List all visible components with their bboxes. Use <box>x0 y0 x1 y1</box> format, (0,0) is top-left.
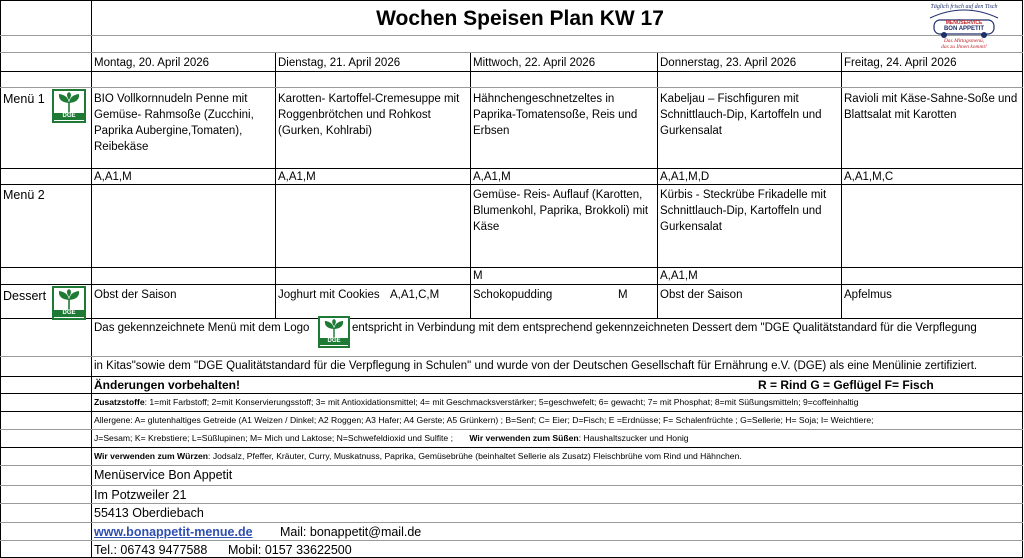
day-header-tuesday: Dienstag, 21. April 2026 <box>278 57 401 69</box>
dge-logo-label: DGE <box>54 113 84 120</box>
spices-label: Wir verwenden zum Würzen <box>94 451 209 461</box>
menu1-dish-thursday: Kabeljau – Fischfiguren mit Schnittlauch-Dip, Kartoffeln und Gurkensalat <box>660 93 822 137</box>
additives-text: : 1=mit Farbstoff; 2=mit Konservierungsstoff; 3= mit Antioxidationsmittel; 4= mit Geschmacksverstärker; 5=geschwefelt; 6= gewacht; 7= mit Phosphat; 8=mit Süßungsmitteln; 9=coffeinhaltig <box>144 397 859 407</box>
sweeten-label: Wir verwenden zum Süßen <box>469 433 579 443</box>
logo-name: BON APPETIT <box>943 26 985 32</box>
allergen-legend-line1: Allergene: A= glutenhaltiges Getreide (A1 Weizen / Dinkel; A2 Roggen; A3 Hafer; A4 Gerste; A5 Grünkern) ; B=Senf; C= Eier; D=Fisch; E =Erdnüsse; F= Schalenfrüchte ; G=Sellerie; H= Soja; I= Weichtiere; <box>94 415 874 425</box>
grid-row-line <box>0 465 1023 466</box>
logo-brand: MENÜSERVICE <box>945 20 983 26</box>
grid-row-line <box>0 522 1023 523</box>
menu1-allergens-monday: A,A1,M <box>94 171 132 183</box>
dge-note-line2: in Kitas"sowie dem "DGE Qualitätstandard für die Verpflegung in Schulen" und wurde von der Deutschen Gesellschaft für Ernährung e.V. (DGE) als eine Menülinie zertifiziert. <box>94 360 978 372</box>
dessert-label: Dessert <box>3 289 47 303</box>
bon-appetit-logo <box>922 4 1006 52</box>
allergen-legend-line2 <box>94 433 689 444</box>
menu1-dish-monday: BIO Vollkornnudeln Penne mit Gemüse- Rahmsoße (Zucchini, Paprika Aubergine,Tomaten), Reibekäse <box>94 93 254 153</box>
grid-row-line <box>0 356 1023 357</box>
grid-row-line <box>0 318 1023 319</box>
additives-label: Zusatzstoffe <box>94 397 145 407</box>
menu1-allergens-tuesday: A,A1,M <box>278 171 316 183</box>
dge-logo-label: DGE <box>320 338 348 345</box>
grid-row-line <box>0 52 1023 53</box>
dge-leaves-graphic <box>54 92 84 114</box>
grid-row-line <box>0 267 1023 268</box>
dge-logo-icon <box>318 316 350 348</box>
contact-street: Im Potzweiler 21 <box>94 488 187 502</box>
sweeten-text: : Haushaltszucker und Honig <box>578 433 689 443</box>
menu1-label: Menü 1 <box>3 92 45 106</box>
grid-row-line <box>0 540 1023 541</box>
contact-website-link[interactable]: www.bonappetit-menue.de <box>94 525 253 539</box>
spices-line <box>94 451 742 462</box>
additives-line <box>94 397 859 408</box>
dge-logo-icon <box>52 89 86 123</box>
meat-legend: R = Rind G = Geflügel F= Fisch <box>758 378 934 392</box>
dessert-tuesday-allergens: A,A1,C,M <box>390 289 440 301</box>
grid-row-line <box>0 71 1023 72</box>
dge-note-part2: entspricht in Verbindung mit dem entsprechend gekennzeichneten Dessert dem "DGE Qualitätstandard für die Verpflegung <box>352 322 977 334</box>
menu2-allergens-wednesday: M <box>473 270 483 282</box>
grid-row-line <box>0 0 1023 1</box>
grid-row-line <box>0 393 1023 394</box>
grid-row-line <box>0 503 1023 504</box>
dessert-wednesday: Schokopudding <box>473 289 553 301</box>
grid-left-border <box>0 0 1 558</box>
page-title: Wochen Speisen Plan KW 17 <box>376 7 664 30</box>
changes-notice: Änderungen vorbehalten! <box>94 378 241 392</box>
dge-note-part1: Das gekennzeichnete Menü mit dem Logo <box>94 322 310 334</box>
day-header-monday: Montag, 20. April 2026 <box>94 57 210 69</box>
menu2-allergens-thursday: A,A1,M <box>660 270 698 282</box>
menu2-label: Menü 2 <box>3 188 45 202</box>
contact-city: 55413 Oberdiebach <box>94 506 204 520</box>
grid-label-divider <box>91 0 92 558</box>
contact-company: Menüservice Bon Appetit <box>94 468 233 482</box>
grid-row-line <box>0 485 1023 486</box>
menu2-dish-wednesday: Gemüse- Reis- Auflauf (Karotten, Blumenkohl, Paprika, Brokkoli) mit Käse <box>473 189 649 233</box>
grid-col-divider <box>841 52 842 319</box>
menu2-dish-thursday: Kürbis - Steckrübe Frikadelle mit Schnittlauch-Dip, Kartoffeln und Gurkensalat <box>660 189 827 233</box>
menu1-dish-friday: Ravioli mit Käse-Sahne-Soße und Blattsalat mit Karotten <box>844 93 1018 121</box>
grid-row-line <box>0 429 1023 430</box>
day-header-friday: Freitag, 24. April 2026 <box>844 57 957 69</box>
menu1-dish-tuesday: Karotten- Kartoffel-Cremesuppe mit Roggenbrötchen und Rohkost (Gurken, Kohlrabi) <box>278 93 460 137</box>
dessert-wednesday-allergens: M <box>618 289 628 301</box>
dge-leaves-graphic <box>54 289 84 311</box>
allergen-legend-line2-text: J=Sesam; K= Krebstiere; L=Süßlupinen; M= Mich und Laktose; N=Schwefeldioxid und Sulfite ; <box>94 433 453 443</box>
grid-right-border <box>1022 0 1023 558</box>
dge-leaves-graphic <box>320 319 348 339</box>
grid-col-divider <box>275 52 276 319</box>
grid-row-line <box>0 87 1023 88</box>
dessert-thursday: Obst der Saison <box>660 289 743 301</box>
contact-mail: Mail: bonappetit@mail.de <box>280 525 422 539</box>
day-header-thursday: Donnerstag, 23. April 2026 <box>660 57 797 69</box>
dge-logo-label: DGE <box>54 310 84 317</box>
dessert-monday: Obst der Saison <box>94 289 177 301</box>
grid-row-line <box>0 35 1023 36</box>
day-header-wednesday: Mittwoch, 22. April 2026 <box>473 57 596 69</box>
logo-sub-2: das zu Ihnen kommt! <box>941 44 987 50</box>
dessert-tuesday: Joghurt mit Cookies <box>278 289 380 301</box>
dge-logo-icon <box>52 286 86 320</box>
grid-row-line <box>0 284 1023 285</box>
grid-col-divider <box>470 52 471 319</box>
grid-row-line <box>0 447 1023 448</box>
spices-text: : Jodsalz, Pfeffer, Kräuter, Curry, Muskatnuss, Paprika, Gemüsebrühe (beinhaltet Sellerie als Zusatz) Fleischbrühe vom Rind und Hähnchen. <box>208 451 742 461</box>
menu1-allergens-thursday: A,A1,M,D <box>660 171 710 183</box>
contact-tel: Tel.: 06743 9477588 <box>94 543 208 557</box>
dessert-friday: Apfelmus <box>844 289 892 301</box>
grid-row-line <box>0 411 1023 412</box>
menu1-dish-wednesday: Hähnchengeschnetzeltes in Paprika-Tomatensoße, Reis und Erbsen <box>473 93 638 137</box>
menu1-allergens-friday: A,A1,M,C <box>844 171 894 183</box>
menu1-allergens-wednesday: A,A1,M <box>473 171 511 183</box>
logo-arc-text: Täglich frisch auf den Tisch <box>930 4 998 10</box>
contact-mobil: Mobil: 0157 33622500 <box>228 543 352 557</box>
logo-sub-1: Das Mittagsmenü, <box>943 38 985 44</box>
